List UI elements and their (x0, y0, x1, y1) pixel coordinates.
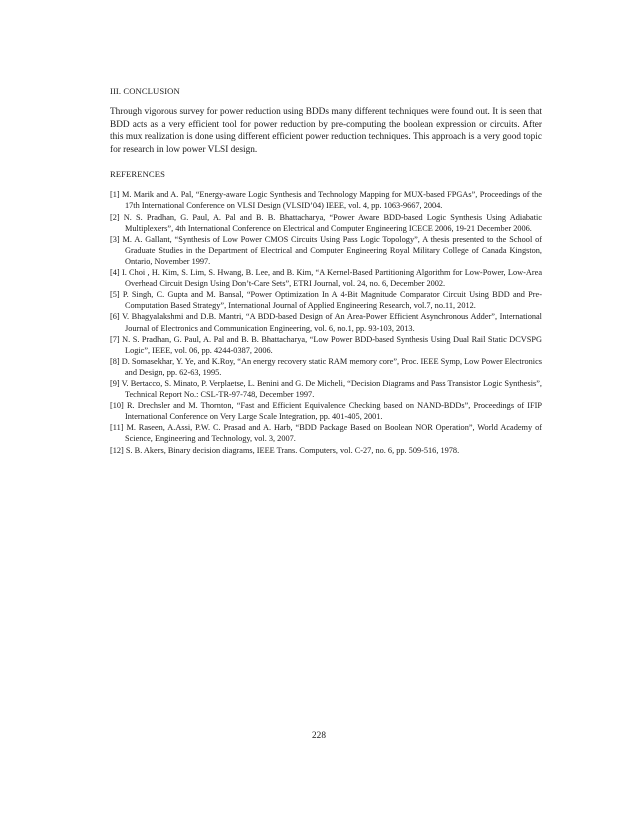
reference-item-4: [4] I. Choi , H. Kim, S. Lim, S. Hwang, B. Lee, and B. Kim, “A Kernel-Based Partitioning Algorithm for Low-Power, Low-Area Overhead Circuit Design Using Don’t-Care Sets”, ETRI Journal, vol. 24, no. 6, December 2002. (110, 268, 542, 289)
reference-item-3: [3] M. A. Gallant, “Synthesis of Low Power CMOS Circuits Using Pass Logic Topology”, A thesis presented to the School of Graduate Studies in the Department of Electrical and Computer Engineering Royal Military College of Canada Kingston, Ontario, November 1997. (110, 234, 542, 266)
reference-item-2: [2] N. S. Pradhan, G. Paul, A. Pal and B. B. Bhattacharya, “Power Aware BDD-based Logic Synthesis Using Adiabatic Multiplexers”, 4th International Conference on Electrical and Computer Engineering ICECE 2006, 19-21 December 2006. (110, 212, 542, 233)
reference-item-5: [5] P. Singh, C. Gupta and M. Bansal, “Power Optimization In A 4-Bit Magnitude Comparator Circuit Using BDD and Pre-Computation Based Strategy”, International Journal of Applied Engineering Research, vol.7, no.11, 2012. (110, 290, 542, 311)
reference-item-1: [1] M. Marik and A. Pal, “Energy-aware Logic Synthesis and Technology Mapping for MUX-based FPGAs”, Proceedings of the 17th International Conference on VLSI Design (VLSID’04) IEEE, vol. 4, pp. 1063-9667, 2004. (110, 190, 542, 211)
reference-item-10: [10] R. Drechsler and M. Thornton, “Fast and Efficient Equivalence Checking based on NAND-BDDs”, Proceedings of IFIP International Conference on Very Large Scale Integration, pp. 401-405, 2001. (110, 401, 542, 422)
reference-list (110, 189, 542, 455)
conclusion-paragraph: Through vigorous survey for power reduction using BDDs many different techniques were found out. It is seen that BDD acts as a very efficient tool for power reduction by pre-computing the boolean expression or circuits. After this mux realization is done using different efficient power reduction techniques. This approach is a very good topic for research in low power VLSI design. (110, 107, 542, 155)
reference-item-9: [9] V. Bertacco, S. Minato, P. Verplaetse, L. Benini and G. De Micheli, “Decision Diagrams and Pass Transistor Logic Synthesis”, Technical Report No.: CSL-TR-97-748, December 1997. (110, 378, 542, 400)
reference-item-11: [11] M. Raseen, A.Assi, P.W. C. Prasad and A. Harb, “BDD Package Based on Boolean NOR Operation”, World Academy of Science, Engineering and Technology, vol. 3, 2007. (110, 423, 542, 444)
reference-item-6: [6] V. Bhagyalakshmi and D.B. Mantri, “A BDD-based Design of An Area-Power Efficient Asynchronous Adder”, International Journal of Electronics and Communication Engineering, vol. 6, no.1, pp. 93-103, 2013. (110, 312, 542, 333)
references-heading: REFERENCES (110, 169, 165, 180)
reference-item-8: [8] D. Somasekhar, Y. Ye, and K.Roy, “An energy recovery static RAM memory core”, Proc. IEEE Symp, Low Power Electronics and Design, pp. 62-63, 1995. (110, 356, 542, 377)
conclusion-heading: III. CONCLUSION (110, 86, 180, 96)
reference-item-12: [12] S. B. Akers, Binary decision diagrams, IEEE Trans. Computers, vol. C-27, no. 6, pp. 509-516, 1978. (110, 445, 460, 455)
page-number: 228 (312, 731, 326, 741)
page-content (110, 86, 542, 456)
reference-item-7: [7] N. S. Pradhan, G. Paul, A. Pal and B. B. Bhattacharya, “Low Power BDD-based Synthesis Using Dual Rail Static DCVSPG Logic”, IEEE, vol. 06, pp. 4244-0387, 2006. (110, 334, 542, 355)
